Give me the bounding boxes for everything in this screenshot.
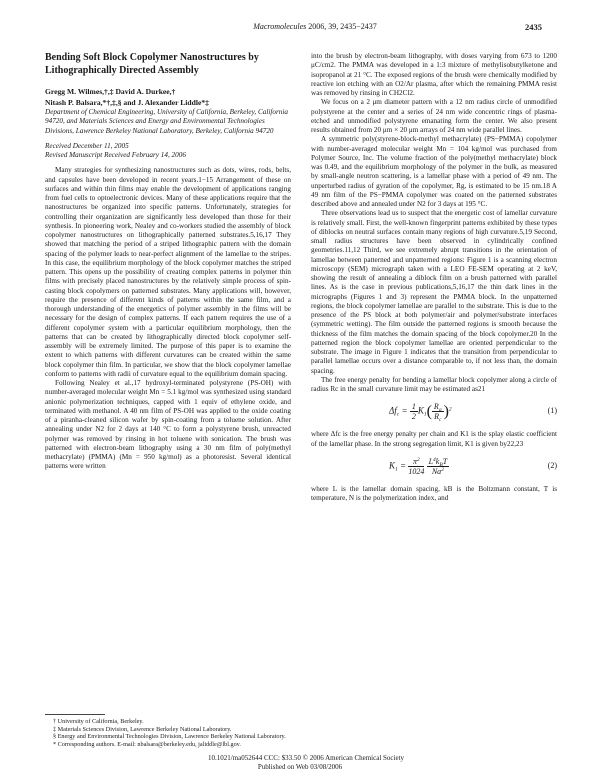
footnote: † University of California, Berkeley.	[53, 718, 144, 725]
equation-1	[311, 398, 557, 426]
footnote: § Energy and Environmental Technologies Division, Lawrence Berkeley National Laboratory.	[53, 733, 286, 741]
received-date: Received December 11, 2005	[45, 141, 129, 150]
journal-volume: 2006, 39, 2435−2437	[308, 22, 377, 31]
article-title: Bending Soft Block Copolymer Nanostructures by Lithographically Directed Assembly	[45, 52, 259, 76]
body-paragraph: The free energy penalty for bending a lamellar block copolymer along a circle of radius Rc in the small curvature limit may be estimated as21	[311, 375, 557, 393]
footnote-rule	[45, 714, 105, 715]
right-column	[311, 52, 557, 503]
affiliation: Department of Chemical Engineering, University of California, Berkeley, California 94720, and Materials Sciences and Energy and Environmental Technologies Divisions, Lawrence Berkeley National Laboratory, Berkeley, California 94720	[45, 108, 288, 135]
footnote: * Corresponding authors. E-mail: nbalsara@berkeley.edu, jaliddle@lbl.gov.	[53, 740, 241, 748]
author-line-1: Gregg M. Wilmes,†,‡ David A. Durkee,†	[45, 87, 176, 96]
page-footer	[0, 754, 600, 772]
equation-1-number: (1)	[547, 406, 557, 416]
published-date: Published on Web 03/08/2006	[257, 763, 343, 771]
equation-1-formula: $\Delta f_c$ = $\frac{1}{2}$ $K_1$( $\frac{R_g}{R_c}$ )$^2$	[389, 402, 452, 424]
body-paragraph: where L is the lamellar domain spacing, kB is the Boltzmann constant, T is temperature, N is the polymerization index, and	[311, 484, 557, 502]
page-number: 2435	[525, 22, 542, 32]
body-paragraph: Following Nealey et al.,17 hydroxyl-terminated polystyrene (PS-OH) with number-averaged molecular weight Mn = 5.1 kg/mol was synthesized using standard anionic polymerization techniques, capped with 1 equiv of ethylene oxide, and terminated with methanol. A 40 nm film of PS-OH was applied to the oxide coating of a piranha-cleaned silicon wafer by spin-coating from a toluene solution. After annealing under N2 for 2 days at 140 °C to form a polystyrene brush, unreacted polymer was removed by rinsing in hot toluene with sonication. The brush was patterned with electron-beam lithography using a 30 nm film of poly(methyl methacrylate) (PMMA) (Mn = 950 kg/mol) as a photoresist. Several identical patterns were written	[45, 379, 291, 471]
doi-line: 10.1021/ma052644 CCC: $33.50 © 2006 American Chemical Society	[207, 754, 405, 762]
equation-2-number: (2)	[547, 460, 557, 470]
footnote: ‡ Materials Sciences Division, Lawrence Berkeley National Laboratory.	[53, 725, 232, 733]
revised-date: Revised Manuscript Received February 14, 2006	[45, 151, 186, 159]
body-paragraph: Many strategies for synthesizing nanostructures such as dots, wires, rods, belts, and capsules have been developed in recent years.1−15 Arrangement of these on surfaces and within thin films may enable the development of applications ranging from fuel cells to optoelectronic devices. Many of these applications require that the nanostructures be organized into specific patterns. Unfortunately, strategies for controlling their organization are significantly less developed than those for their synthesis. In pioneering work, Nealey and co-workers studied the assembly of block copolymer nanostructures on lithographically patterned substrates.5,16,17 They showed that matching the period of a striped lithographic pattern with the domain spacing of the polymer leads to near-perfect alignment of the lamellae to the stripes. In this case, the equilibrium morphology of the block copolymer matches the striped pattern. This opens up the possibility of creating complex patterns in polymer thin films with precisely placed nanostructures by the relatively simple process of spin-casting block copolymers on patterned substrates. Many applications will, however, require the presence of different kinds of patterns within the same film, and a thorough understanding of the energetics of polymer assembly in the films will be necessary for the design of complex patterns. If each pattern requires the use of a different copolymer system with a particular equilibrium morphology, then the patterns that can be created by lithographically directed block copolymer self-assembly will be extremely limited. The purpose of this paper is to examine the extent to which patterns with different curvatures can be created within the same block copolymer thin film. In particular, we show that the block copolymer lamellae conform to patterns with radii of curvature equal to the equilibrium domain spacing.	[45, 166, 291, 378]
journal-citation	[88, 22, 542, 31]
body-paragraph: into the brush by electron-beam lithography, with doses varying from 673 to 1200 μC/cm2. The PMMA was developed in a 1:3 mixture of methylisobutylketone and isopropanol at 21 °C. The exposed regions of the brush were chemically modified by reactive ion etching with an O2/Ar plasma, after which the remaining PMMA resist was removed by rinsing in CH2Cl2.	[311, 52, 557, 97]
journal-name: Macromolecules	[253, 22, 307, 31]
body-paragraph: Three observations lead us to suspect that the energetic cost of lamellar curvature is relatively small. First, the well-known fingerprint patterns exhibited by these types of diblocks on neutral surfaces contain many regions of high curvature.5,19 Second, small radius structures have been observed in cylindrically confined geometries.11,12 Third, we see extremely abrupt transitions in the orientation of lamellae between patterned and unpatterned regions: Figure 1 is a scanning electron microscopy (SEM) micrograph taken with a LEO FE-SEM operating at 2 keV, showing the result of annealing a diblock film on a brush patterned with parallel lines. As is the case in previous publications,5,16,17 the thin dark lines in the micrographs (Figures 1 and 3) represent the PMMA block. In the unpatterned regions, the block copolymer lamellae are parallel to the substrate. This is due to the presence of the PS block at both polymer/air and polymer/substrate interfaces (symmetric wetting). The film outside the patterned regions is smooth because the thickness of the film matches the domain spacing of the block copolymer.20 In the patterned region the block copolymer lamellae are oriented perpendicular to the substrate. The image in Figure 1 indicates that the transition from perpendicular to parallel lamellae occurs over a distance comparable to, if not less than, the domain spacing.	[311, 209, 557, 375]
equation-2	[311, 453, 557, 481]
equation-2-formula: $K_1$ = $\frac{\pi^2}{1024}$ $\frac{L^4k_BT}{Na^2}$	[389, 456, 448, 476]
body-paragraph: A symmetric poly(styrene-block-methyl methacrylate) (PS−PMMA) copolymer with number-averaged molecular weight Mn = 104 kg/mol was purchased from Polymer Source, Inc. The volume fraction of the poly(methyl methacrylate) block was 0.49, and the equilibrium morphology of the polymer in the bulk, as measured by small-angle neutron scattering, is a lamellar phase with a period of 49 nm. The unperturbed radius of gyration of the copolymer, Rg, is estimated to be 15 nm.18 A 49 nm film of the PS−PMMA copolymer was coated on the patterned substrates described above and annealed under N2 for 3 days at 195 °C.	[311, 135, 557, 208]
author-line-2: Nitash P. Balsara,*†,‡,§ and J. Alexander Liddle*‡	[45, 97, 209, 107]
footnotes	[45, 714, 291, 748]
body-paragraph: We focus on a 2 μm diameter pattern with a 12 nm radius circle of unmodified polystyrene at the center and a series of 24 nm wide concentric rings of plasma-etched and unmodified polystyrene emanating form the center. We also present results obtained from 20 μm × 20 μm arrays of 24 nm wide parallel lines.	[311, 98, 557, 134]
left-column	[45, 52, 291, 472]
body-paragraph: where Δfc is the free energy penalty per chain and K1 is the splay elastic coefficient of the lamellar phase. In the strong segregation limit, K1 is given by22,23	[311, 430, 557, 448]
running-header	[88, 22, 542, 34]
